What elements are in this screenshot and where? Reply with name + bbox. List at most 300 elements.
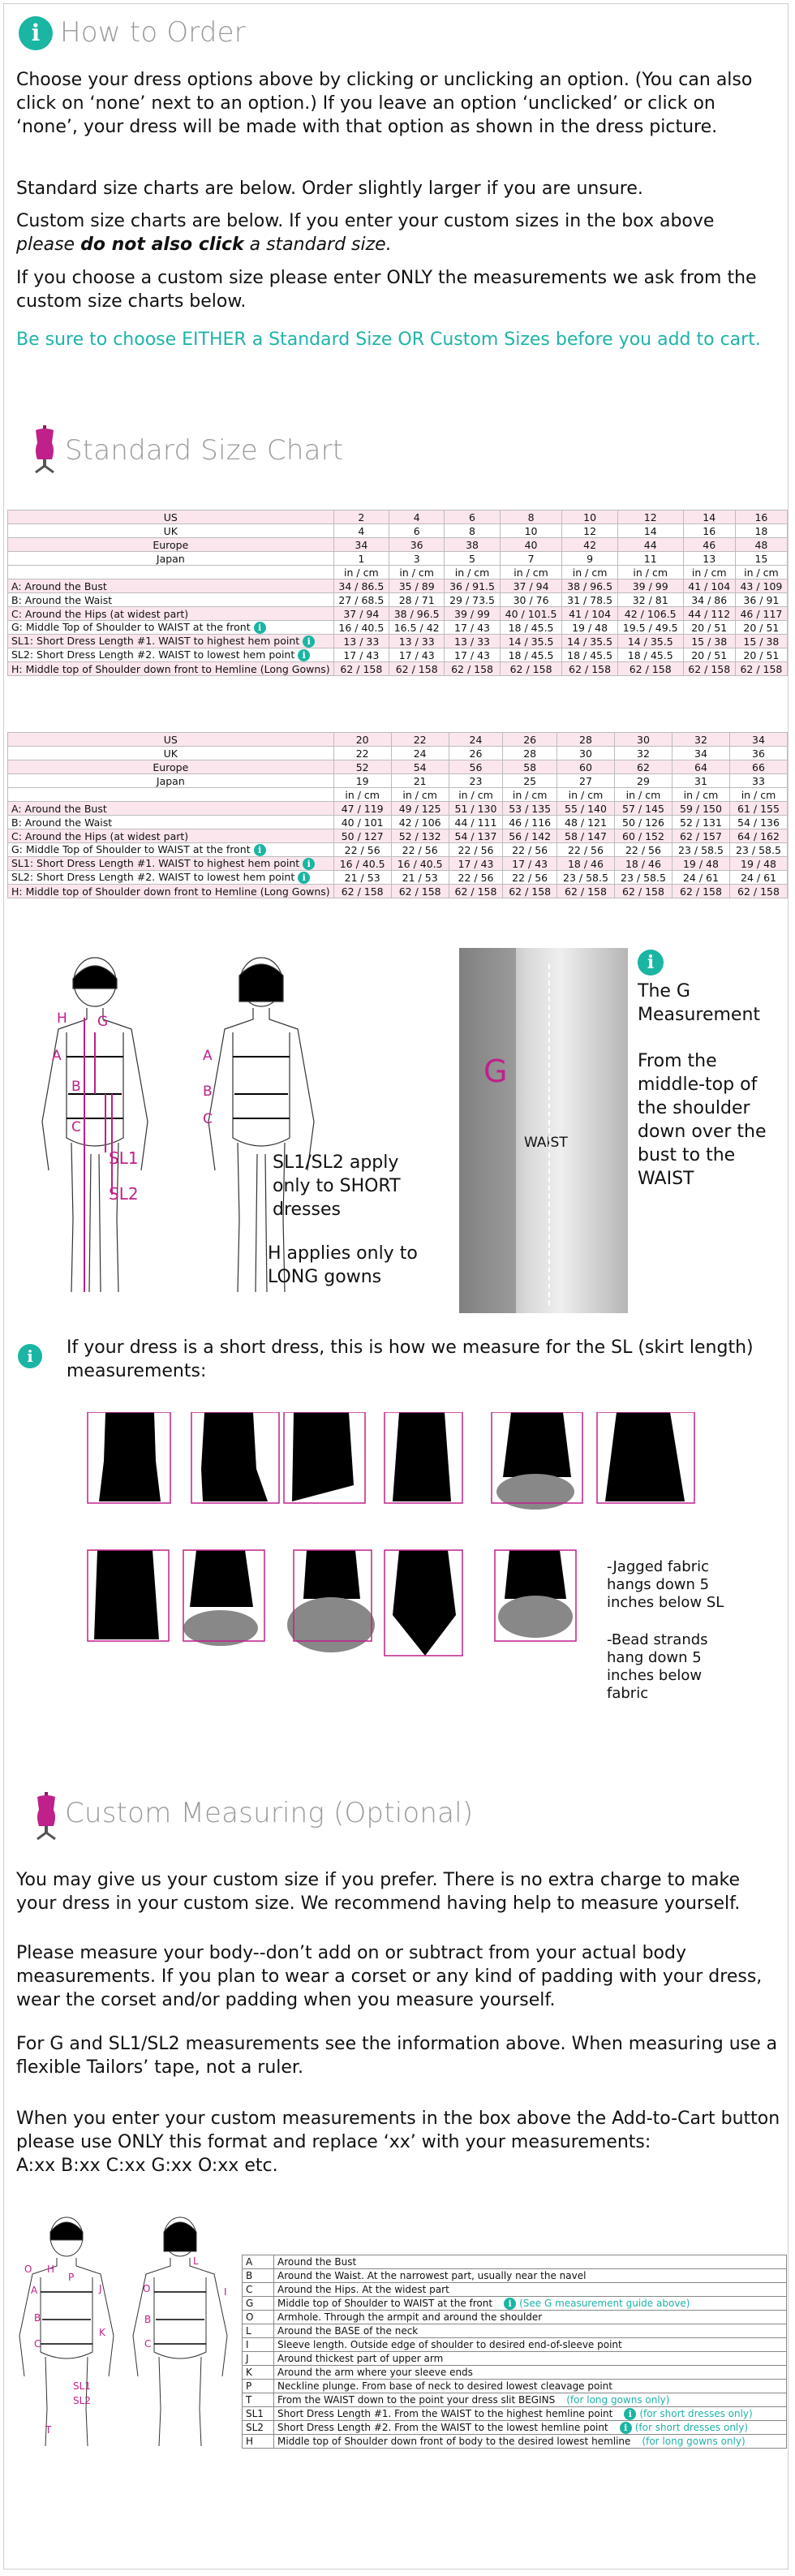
size-cell: 53 / 135	[503, 802, 557, 816]
size-cell: 33	[729, 774, 787, 788]
size-cell: in / cm	[445, 566, 500, 579]
size-cell: 40 / 101.5	[500, 607, 562, 621]
bead-note: -Bead strands hang down 5 inches below fabric	[607, 1631, 708, 1702]
size-row	[8, 593, 788, 607]
size-cell: in / cm	[672, 788, 729, 802]
size-row	[8, 538, 788, 552]
measurement-desc-text: Neckline plunge. From base of neck to desired lowest cleavage point	[277, 2380, 612, 2392]
size-cell: 58	[503, 760, 557, 774]
label-SL1: SL1	[109, 1148, 139, 1168]
size-cell: 62	[614, 760, 672, 774]
size-row-label: A: Around the Bust	[8, 802, 334, 816]
size-cell: 32	[614, 747, 672, 760]
measurement-desc	[274, 2311, 787, 2324]
dress-form-photo	[459, 948, 628, 1313]
size-cell: 31 / 78.5	[562, 593, 617, 607]
size-cell: 36 / 91.5	[445, 579, 500, 593]
measurement-row	[243, 2366, 787, 2380]
size-cell: 62 / 158	[614, 885, 672, 898]
g-info-icon: i	[638, 950, 664, 976]
size-cell: in / cm	[729, 788, 787, 802]
info-icon: i	[19, 16, 53, 50]
info-icon: i	[298, 649, 310, 661]
measurement-desc	[274, 2407, 787, 2421]
order-para-1: Choose your dress options above by clicking or unclicking an option. (You can also click on ‘none’ next to an option.) If you leave an option ‘unclicked’ or click on ‘none’, your dress will be made with that option as shown in the dress picture.	[16, 70, 753, 137]
measurement-desc-text: Sleeve length. Outside edge of shoulder to desired end-of-sleeve point	[277, 2339, 622, 2350]
size-cell: 29	[614, 774, 672, 788]
size-cell: 14	[683, 510, 735, 524]
size-cell: 52	[333, 760, 391, 774]
measurement-key: J	[243, 2352, 274, 2366]
size-cell: 20 / 51	[683, 648, 735, 662]
size-cell: 59 / 150	[672, 802, 729, 816]
dress-form-icon	[31, 425, 58, 474]
size-cell: 25	[503, 774, 557, 788]
size-cell: 19 / 48	[672, 857, 729, 871]
measurement-desc-text: Middle top of Shoulder down front of body to the desired lowest hemline	[277, 2436, 631, 2447]
size-cell: 46 / 116	[503, 816, 557, 829]
photo-g-label: G	[483, 1053, 508, 1089]
label-C: C	[71, 1119, 81, 1135]
size-cell: 62 / 158	[333, 885, 391, 898]
size-cell: 51 / 130	[449, 802, 503, 816]
size-cell: 11	[617, 552, 683, 566]
svg-text:SL1: SL1	[73, 2380, 91, 2392]
size-cell: 22 / 56	[333, 843, 391, 857]
svg-text:SL2: SL2	[73, 2395, 91, 2406]
size-cell: 62 / 158	[617, 662, 683, 676]
size-cell: in / cm	[449, 788, 503, 802]
size-cell: 18 / 45.5	[617, 648, 683, 662]
jagged-note: -Jagged fabric hangs down 5 inches below SL	[607, 1558, 724, 1611]
size-cell: 43 / 109	[735, 579, 787, 593]
measurement-desc-text: Around the arm where your sleeve ends	[277, 2367, 473, 2378]
size-cell: 62 / 158	[735, 662, 787, 676]
measurement-desc	[274, 2380, 787, 2393]
size-cell: 5	[445, 552, 500, 566]
size-cell: 56 / 142	[503, 829, 557, 843]
size-row	[8, 774, 788, 788]
size-cell: 40	[500, 538, 562, 552]
size-row-label: H: Middle top of Shoulder down front to Hemline (Long Gowns)	[8, 885, 334, 898]
measurement-key: O	[243, 2311, 274, 2324]
size-cell: in / cm	[500, 566, 562, 579]
custom-para-2: Please measure your body--don’t add on or subtract from your actual body measurements. If you plan to wear a corset or any kind of padding with your dress, wear the corset and/or padding when you measure yourself.	[16, 1943, 763, 2010]
label-C-back: C	[203, 1111, 213, 1127]
size-cell: 7	[500, 552, 562, 566]
measurement-row	[243, 2380, 787, 2393]
size-cell: 44 / 111	[449, 816, 503, 829]
svg-text:T: T	[45, 2424, 52, 2436]
measurement-note: (for short dresses only)	[639, 2407, 753, 2419]
size-row	[8, 829, 788, 843]
size-row-label: SL1: Short Dress Length #1. WAIST to highest hem point i	[8, 635, 334, 648]
size-cell: 16	[683, 524, 735, 538]
size-cell: 14 / 35.5	[617, 635, 683, 648]
size-cell: 4	[333, 524, 389, 538]
size-cell: 12	[617, 510, 683, 524]
size-cell: 23 / 58.5	[556, 871, 614, 885]
size-cell: 8	[500, 510, 562, 524]
size-cell: 37 / 94	[500, 579, 562, 593]
measurement-desc	[274, 2297, 787, 2311]
measurement-key: H	[243, 2435, 274, 2449]
size-cell: 42	[562, 538, 617, 552]
size-cell: 21 / 53	[333, 871, 391, 885]
size-cell: 34	[672, 747, 729, 760]
measurement-desc	[274, 2435, 787, 2449]
size-cell: 54 / 136	[729, 816, 787, 829]
size-cell: 62 / 158	[683, 662, 735, 676]
svg-text:C: C	[144, 2338, 152, 2350]
info-icon: i	[624, 2408, 636, 2420]
size-cell: 49 / 125	[391, 802, 449, 816]
dress-form-icon	[32, 1792, 60, 1841]
size-cell: 56	[449, 760, 503, 774]
info-icon: i	[254, 622, 266, 634]
g-measurement-text: From the middle-top of the shoulder down over the bust to the WAIST	[638, 1051, 767, 1189]
measurement-row	[243, 2297, 787, 2311]
size-row	[8, 552, 788, 566]
size-row-label: H: Middle top of Shoulder down front to Hemline (Long Gowns)	[8, 662, 334, 676]
size-row	[8, 662, 788, 676]
size-cell: 23 / 58.5	[729, 843, 787, 857]
size-cell: in / cm	[735, 566, 787, 579]
size-cell: 22	[391, 733, 449, 747]
size-cell: 18 / 45.5	[500, 621, 562, 635]
size-cell: 20 / 51	[735, 648, 787, 662]
info-icon: i	[303, 635, 315, 648]
svg-text:O: O	[24, 2264, 32, 2275]
size-cell: 62 / 158	[391, 885, 449, 898]
size-row-label: B: Around the Waist	[8, 816, 334, 829]
size-cell: 60 / 152	[614, 829, 672, 843]
order-para-2: Standard size charts are below. Order slightly larger if you are unsure.	[16, 179, 643, 199]
size-cell: 20 / 51	[683, 621, 735, 635]
size-row-label: Europe	[8, 538, 334, 552]
size-cell: 30	[556, 747, 614, 760]
size-row-label: Japan	[8, 774, 334, 788]
size-cell: 27	[556, 774, 614, 788]
size-cell: 62 / 158	[445, 662, 500, 676]
size-cell: 22 / 56	[449, 843, 503, 857]
size-cell: 10	[500, 524, 562, 538]
size-cell: 46	[683, 538, 735, 552]
size-cell: 28 / 71	[389, 593, 445, 607]
svg-text:P: P	[68, 2272, 75, 2283]
size-row	[8, 648, 788, 662]
size-cell: 62 / 158	[389, 662, 445, 676]
size-row	[8, 524, 788, 538]
info-icon: i	[303, 858, 315, 870]
size-row-label: UK	[8, 524, 334, 538]
size-cell: 48 / 121	[556, 816, 614, 829]
size-cell: 52 / 132	[391, 829, 449, 843]
svg-text:A: A	[31, 2285, 38, 2296]
size-row	[8, 510, 788, 524]
size-cell: 17 / 43	[389, 648, 445, 662]
measurement-row	[243, 2338, 787, 2352]
measurement-desc-text: Middle top of Shoulder to WAIST at the front	[277, 2297, 493, 2309]
size-cell: 23 / 58.5	[672, 843, 729, 857]
size-cell: 22 / 56	[503, 871, 557, 885]
size-cell: 62 / 158	[500, 662, 562, 676]
size-cell: 16	[735, 510, 787, 524]
measurement-note: (for long gowns only)	[642, 2436, 746, 2447]
order-para-3: Custom size charts are below. If you enter your custom sizes in the box above please do not also click a standard size.	[16, 211, 715, 255]
size-cell: 16.5 / 42	[389, 621, 445, 635]
size-cell: 35 / 89	[389, 579, 445, 593]
size-cell: 19.5 / 49.5	[617, 621, 683, 635]
size-cell: 8	[445, 524, 500, 538]
size-cell: 58 / 147	[556, 829, 614, 843]
svg-text:O: O	[143, 2283, 151, 2294]
label-A: A	[52, 1048, 62, 1064]
measurement-row	[243, 2324, 787, 2338]
measurement-desc	[274, 2338, 787, 2352]
size-cell: 26	[449, 747, 503, 760]
measurement-row	[243, 2311, 787, 2324]
size-cell: 10	[562, 510, 617, 524]
info-icon: i	[504, 2298, 516, 2310]
size-cell: 32	[672, 733, 729, 747]
size-cell: 19 / 48	[729, 857, 787, 871]
measurement-desc-text: Around the BASE of the neck	[277, 2325, 419, 2337]
size-row	[8, 607, 788, 621]
size-cell: 15 / 38	[735, 635, 787, 648]
measurement-key: T	[243, 2393, 274, 2407]
size-cell: 41 / 104	[562, 607, 617, 621]
g-measurement-title: The G Measurement	[638, 981, 761, 1025]
size-cell: 60	[556, 760, 614, 774]
size-row-label: B: Around the Waist	[8, 593, 334, 607]
size-cell: 41 / 104	[683, 579, 735, 593]
size-cell: 22	[333, 747, 391, 760]
label-G: G	[97, 1014, 109, 1030]
size-cell: 18 / 46	[556, 857, 614, 871]
size-row	[8, 871, 788, 885]
size-cell: 16 / 40.5	[333, 857, 391, 871]
order-para-5: Be sure to choose EITHER a Standard Size OR Custom Sizes before you add to cart.	[16, 330, 761, 350]
custom-measuring-title: Custom Measuring (Optional)	[65, 1797, 474, 1829]
measurement-key: I	[243, 2338, 274, 2352]
custom-para-5: A:xx B:xx C:xx G:xx O:xx etc.	[16, 2156, 278, 2176]
measurement-desc	[274, 2352, 787, 2366]
size-cell: 23 / 58.5	[614, 871, 672, 885]
size-row	[8, 635, 788, 648]
size-cell: 62 / 158	[556, 885, 614, 898]
svg-text:B: B	[34, 2312, 41, 2324]
size-cell: 42 / 106	[391, 816, 449, 829]
svg-text:B: B	[144, 2314, 152, 2325]
order-para-4: If you choose a custom size please enter ONLY the measurements we ask from the custom size charts below.	[16, 268, 757, 312]
size-cell: 38 / 96.5	[562, 579, 617, 593]
size-cell: 13 / 33	[333, 635, 389, 648]
size-cell: 47 / 119	[333, 802, 391, 816]
size-cell: 38 / 96.5	[389, 607, 445, 621]
measurement-key: L	[243, 2324, 274, 2338]
size-cell: 38	[445, 538, 500, 552]
size-cell: 17 / 43	[333, 648, 389, 662]
size-cell: in / cm	[333, 566, 389, 579]
size-row	[8, 621, 788, 635]
measurement-key: C	[243, 2283, 274, 2297]
measurement-row	[243, 2421, 787, 2435]
size-cell: 62 / 158	[449, 885, 503, 898]
size-cell: 16 / 40.5	[333, 621, 389, 635]
size-cell: in / cm	[617, 566, 683, 579]
size-row-label: Europe	[8, 760, 334, 774]
size-cell: 30	[614, 733, 672, 747]
size-cell: 62 / 157	[672, 829, 729, 843]
size-cell: 12	[562, 524, 617, 538]
measurement-key: SL2	[243, 2421, 274, 2435]
measurement-row	[243, 2407, 787, 2421]
size-row	[8, 788, 788, 802]
svg-text:J: J	[99, 2283, 102, 2294]
custom-para-1: You may give us your custom size if you prefer. There is no extra charge to make your dress in your custom size. We recommend having help to measure yourself.	[16, 1870, 741, 1914]
label-B-back: B	[203, 1083, 213, 1100]
size-row	[8, 802, 788, 816]
size-cell: 32 / 81	[617, 593, 683, 607]
size-cell: 52 / 131	[672, 816, 729, 829]
size-cell: 44 / 112	[683, 607, 735, 621]
size-cell: 64	[672, 760, 729, 774]
size-cell: 21	[391, 774, 449, 788]
svg-text:C: C	[34, 2338, 41, 2350]
size-cell: 13 / 33	[445, 635, 500, 648]
size-cell: 46 / 117	[735, 607, 787, 621]
size-row-label: G: Middle Top of Shoulder to WAIST at the front i	[8, 621, 334, 635]
measurement-desc	[274, 2393, 787, 2407]
measurement-desc	[274, 2366, 787, 2380]
size-cell: 9	[562, 552, 617, 566]
size-cell: 64 / 162	[729, 829, 787, 843]
svg-text:L: L	[193, 2255, 199, 2267]
size-cell: 42 / 106.5	[617, 607, 683, 621]
size-row-label: SL2: Short Dress Length #2. WAIST to lowest hem point i	[8, 648, 334, 662]
how-to-order-title: How to Order	[60, 16, 246, 49]
info-icon: i	[298, 872, 310, 884]
size-cell: 40 / 101	[333, 816, 391, 829]
size-cell: 36 / 91	[735, 593, 787, 607]
size-cell: 22 / 56	[449, 871, 503, 885]
size-cell: in / cm	[503, 788, 557, 802]
size-row	[8, 566, 788, 579]
size-cell: 13	[683, 552, 735, 566]
label-SL2: SL2	[109, 1184, 139, 1204]
info-icon: i	[620, 2422, 632, 2434]
size-cell: 17 / 43	[449, 857, 503, 871]
size-cell: 22 / 56	[556, 843, 614, 857]
size-cell: 24	[391, 747, 449, 760]
size-row-label: US	[8, 510, 334, 524]
size-cell: 18 / 45.5	[562, 648, 617, 662]
size-cell: in / cm	[389, 566, 445, 579]
size-table-1	[7, 510, 788, 676]
size-cell: in / cm	[562, 566, 617, 579]
size-cell: 62 / 158	[562, 662, 617, 676]
size-row	[8, 747, 788, 760]
size-cell: 20 / 51	[735, 621, 787, 635]
size-row-label: UK	[8, 747, 334, 760]
size-cell: 36	[389, 538, 445, 552]
measurement-note: (for short dresses only)	[634, 2421, 749, 2433]
size-row-label: A: Around the Bust	[8, 579, 334, 593]
measurement-desc-text: Around thickest part of upper arm	[277, 2353, 444, 2364]
size-cell: in / cm	[391, 788, 449, 802]
size-cell: 28	[556, 733, 614, 747]
size-cell: 39 / 99	[617, 579, 683, 593]
size-row-label: G: Middle Top of Shoulder to WAIST at the front i	[8, 843, 334, 857]
size-cell: 15	[735, 552, 787, 566]
size-row	[8, 857, 788, 871]
size-cell: 24 / 61	[672, 871, 729, 885]
size-cell: 18 / 46	[614, 857, 672, 871]
size-cell: 62 / 158	[672, 885, 729, 898]
size-cell: in / cm	[333, 788, 391, 802]
size-cell: 62 / 158	[729, 885, 787, 898]
standard-size-chart-title: Standard Size Chart	[65, 434, 344, 467]
size-cell: 48	[735, 538, 787, 552]
size-cell: 15 / 38	[683, 635, 735, 648]
measurement-desc	[274, 2269, 787, 2283]
measurement-row	[243, 2352, 787, 2366]
size-cell: 27 / 68.5	[333, 593, 389, 607]
size-cell: 44	[617, 538, 683, 552]
size-cell: 24 / 61	[729, 871, 787, 885]
measurement-desc	[274, 2255, 787, 2269]
size-cell: 17 / 43	[445, 648, 500, 662]
size-cell: 50 / 127	[333, 829, 391, 843]
size-cell: 55 / 140	[556, 802, 614, 816]
size-cell: 34 / 86.5	[333, 579, 389, 593]
size-cell: 62 / 158	[333, 662, 389, 676]
size-cell: 1	[333, 552, 389, 566]
size-cell: 57 / 145	[614, 802, 672, 816]
size-cell: 17 / 43	[503, 857, 557, 871]
svg-text:H: H	[47, 2264, 55, 2275]
label-H: H	[57, 1010, 67, 1027]
size-cell: 30 / 76	[500, 593, 562, 607]
size-cell: 14 / 35.5	[500, 635, 562, 648]
size-cell: 23	[449, 774, 503, 788]
size-row-label: C: Around the Hips (at widest part)	[8, 607, 334, 621]
svg-text:K: K	[99, 2327, 105, 2338]
size-cell: 18	[735, 524, 787, 538]
size-cell: 17 / 43	[445, 621, 500, 635]
measurement-key: B	[243, 2269, 274, 2283]
measurement-desc-text: Around the Waist. At the narrowest part, usually near the navel	[277, 2270, 587, 2281]
size-cell: 2	[333, 510, 389, 524]
size-cell: 31	[672, 774, 729, 788]
size-row-label: US	[8, 733, 334, 747]
size-cell: 26	[503, 733, 557, 747]
size-row	[8, 760, 788, 774]
size-cell: 22 / 56	[614, 843, 672, 857]
size-cell: in / cm	[614, 788, 672, 802]
size-cell: 50 / 126	[614, 816, 672, 829]
measurement-desc-text: Around the Hips. At the widest part	[277, 2284, 449, 2295]
size-cell: in / cm	[556, 788, 614, 802]
skirt-length-intro: If your dress is a short dress, this is how we measure for the SL (skirt length) measurements:	[67, 1338, 754, 1381]
label-B: B	[71, 1079, 81, 1095]
measurement-desc	[274, 2421, 787, 2435]
size-table-2	[7, 732, 788, 898]
size-cell: 21 / 53	[391, 871, 449, 885]
label-A-back: A	[203, 1048, 213, 1064]
size-row-label	[8, 566, 334, 579]
